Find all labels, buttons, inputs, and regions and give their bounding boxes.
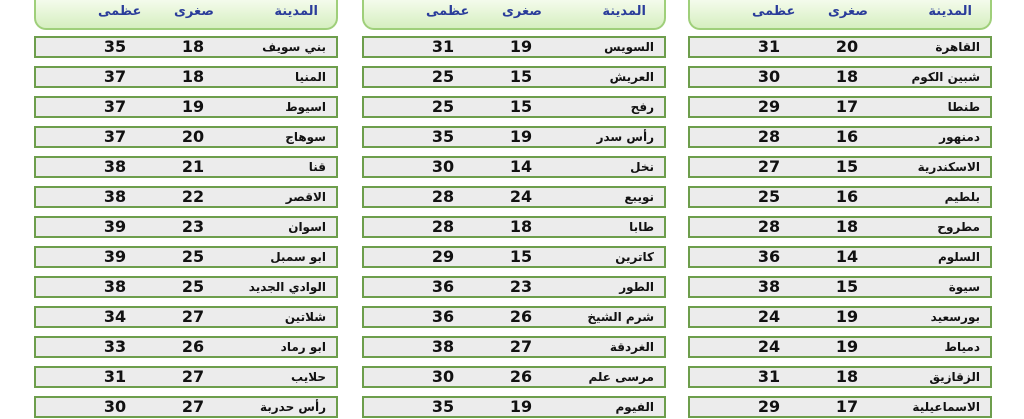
max-temp: 38 <box>103 187 127 206</box>
weather-table-middle <box>362 0 666 416</box>
min-temp: 16 <box>835 187 859 206</box>
city-name: شلاتين <box>284 310 326 324</box>
table-row <box>362 246 666 268</box>
table-row <box>688 396 992 418</box>
header-min-label: صغرى <box>502 4 542 19</box>
min-temp: 14 <box>509 157 533 176</box>
header-city-label: المدينة <box>274 4 318 19</box>
city-name: اسيوط <box>285 100 326 114</box>
city-name: الاسكندرية <box>917 160 980 174</box>
min-temp: 18 <box>181 67 205 86</box>
city-name: الفيوم <box>615 400 654 414</box>
max-temp: 28 <box>757 217 781 236</box>
min-temp: 18 <box>835 367 859 386</box>
city-name: السويس <box>604 40 654 54</box>
city-name: طنطا <box>947 100 980 114</box>
city-name: ابو سمبل <box>270 250 326 264</box>
table-row <box>362 96 666 118</box>
max-temp: 35 <box>431 397 455 416</box>
min-temp: 26 <box>509 367 533 386</box>
table-row <box>34 216 338 238</box>
min-temp: 23 <box>509 277 533 296</box>
city-name: القاهرة <box>935 40 980 54</box>
min-temp: 26 <box>509 307 533 326</box>
weather-table-left <box>34 0 338 416</box>
table-row <box>362 306 666 328</box>
table-row <box>362 186 666 208</box>
max-temp: 39 <box>103 217 127 236</box>
table-row <box>688 336 992 358</box>
city-name: نويبع <box>624 190 654 204</box>
max-temp: 24 <box>757 307 781 326</box>
table-row <box>34 276 338 298</box>
min-temp: 18 <box>509 217 533 236</box>
min-temp: 15 <box>509 67 533 86</box>
table-row <box>34 96 338 118</box>
max-temp: 28 <box>431 217 455 236</box>
max-temp: 27 <box>757 157 781 176</box>
max-temp: 31 <box>103 367 127 386</box>
header-max-label: عظمى <box>98 4 142 19</box>
max-temp: 38 <box>103 277 127 296</box>
city-name: الغردقة <box>609 340 654 354</box>
max-temp: 35 <box>431 127 455 146</box>
city-name: حلايب <box>291 370 326 384</box>
table-header <box>34 0 338 30</box>
min-temp: 22 <box>181 187 205 206</box>
table-row <box>362 36 666 58</box>
table-row <box>34 36 338 58</box>
min-temp: 21 <box>181 157 205 176</box>
max-temp: 37 <box>103 67 127 86</box>
max-temp: 30 <box>431 367 455 386</box>
city-name: نخل <box>630 160 654 174</box>
max-temp: 28 <box>431 187 455 206</box>
table-row <box>362 66 666 88</box>
city-name: دمنهور <box>939 130 980 144</box>
city-name: مرسى علم <box>588 370 654 384</box>
min-temp: 19 <box>509 127 533 146</box>
city-name: شبين الكوم <box>911 70 980 84</box>
city-name: اسوان <box>288 220 326 234</box>
min-temp: 18 <box>181 37 205 56</box>
table-header <box>362 0 666 30</box>
table-row <box>362 366 666 388</box>
city-name: رأس حدربة <box>259 400 326 414</box>
city-name: الزقازيق <box>929 370 980 384</box>
max-temp: 39 <box>103 247 127 266</box>
city-name: شرم الشيخ <box>587 310 654 324</box>
min-temp: 24 <box>509 187 533 206</box>
city-name: رأس سدر <box>596 130 654 144</box>
table-header <box>688 0 992 30</box>
max-temp: 25 <box>757 187 781 206</box>
min-temp: 14 <box>835 247 859 266</box>
max-temp: 29 <box>431 247 455 266</box>
table-row <box>34 126 338 148</box>
min-temp: 18 <box>835 67 859 86</box>
min-temp: 15 <box>835 277 859 296</box>
header-max-label: عظمى <box>752 4 796 19</box>
min-temp: 19 <box>509 37 533 56</box>
max-temp: 38 <box>757 277 781 296</box>
city-name: ابو رماد <box>280 340 326 354</box>
max-temp: 25 <box>431 67 455 86</box>
table-row <box>34 246 338 268</box>
max-temp: 38 <box>103 157 127 176</box>
table-row <box>688 186 992 208</box>
city-name: سوهاج <box>285 130 326 144</box>
min-temp: 20 <box>835 37 859 56</box>
table-row <box>362 336 666 358</box>
city-name: مطروح <box>937 220 980 234</box>
table-row <box>688 66 992 88</box>
city-name: طابا <box>629 220 654 234</box>
city-name: رفح <box>630 100 654 114</box>
max-temp: 37 <box>103 127 127 146</box>
table-row <box>362 276 666 298</box>
table-row <box>34 186 338 208</box>
min-temp: 17 <box>835 97 859 116</box>
min-temp: 27 <box>181 307 205 326</box>
table-row <box>688 36 992 58</box>
table-row <box>688 216 992 238</box>
weather-table-right <box>688 0 992 416</box>
header-max-label: عظمى <box>426 4 470 19</box>
table-row <box>34 156 338 178</box>
city-name: الوادي الجديد <box>248 280 326 294</box>
table-row <box>34 306 338 328</box>
min-temp: 19 <box>835 337 859 356</box>
city-name: العريش <box>609 70 654 84</box>
max-temp: 29 <box>757 97 781 116</box>
min-temp: 15 <box>509 247 533 266</box>
table-row <box>688 96 992 118</box>
max-temp: 36 <box>431 277 455 296</box>
table-row <box>362 126 666 148</box>
max-temp: 25 <box>431 97 455 116</box>
table-row <box>362 216 666 238</box>
max-temp: 31 <box>757 367 781 386</box>
city-name: الاسماعيلية <box>912 400 980 414</box>
min-temp: 17 <box>835 397 859 416</box>
table-row <box>688 276 992 298</box>
header-city-label: المدينة <box>928 4 972 19</box>
min-temp: 19 <box>181 97 205 116</box>
min-temp: 15 <box>509 97 533 116</box>
table-row <box>34 336 338 358</box>
max-temp: 36 <box>757 247 781 266</box>
max-temp: 33 <box>103 337 127 356</box>
min-temp: 25 <box>181 247 205 266</box>
max-temp: 31 <box>757 37 781 56</box>
max-temp: 35 <box>103 37 127 56</box>
city-name: قنا <box>308 160 326 174</box>
max-temp: 37 <box>103 97 127 116</box>
table-row <box>34 66 338 88</box>
max-temp: 28 <box>757 127 781 146</box>
min-temp: 23 <box>181 217 205 236</box>
table-row <box>34 366 338 388</box>
city-name: المنيا <box>295 70 326 84</box>
header-city-label: المدينة <box>602 4 646 19</box>
max-temp: 30 <box>757 67 781 86</box>
header-min-label: صغرى <box>174 4 214 19</box>
table-row <box>362 156 666 178</box>
max-temp: 36 <box>431 307 455 326</box>
min-temp: 27 <box>181 367 205 386</box>
table-row <box>688 246 992 268</box>
table-row <box>362 396 666 418</box>
min-temp: 27 <box>509 337 533 356</box>
max-temp: 30 <box>103 397 127 416</box>
table-row <box>688 366 992 388</box>
min-temp: 16 <box>835 127 859 146</box>
max-temp: 34 <box>103 307 127 326</box>
header-min-label: صغرى <box>828 4 868 19</box>
min-temp: 18 <box>835 217 859 236</box>
min-temp: 25 <box>181 277 205 296</box>
max-temp: 38 <box>431 337 455 356</box>
max-temp: 31 <box>431 37 455 56</box>
city-name: سيوة <box>948 280 980 294</box>
max-temp: 30 <box>431 157 455 176</box>
city-name: دمياط <box>944 340 980 354</box>
city-name: السلوم <box>937 250 980 264</box>
city-name: الطور <box>619 280 654 294</box>
city-name: الاقصر <box>285 190 326 204</box>
min-temp: 19 <box>835 307 859 326</box>
table-row <box>34 396 338 418</box>
min-temp: 26 <box>181 337 205 356</box>
min-temp: 27 <box>181 397 205 416</box>
max-temp: 24 <box>757 337 781 356</box>
table-row <box>688 126 992 148</box>
table-row <box>688 156 992 178</box>
city-name: بلطيم <box>944 190 980 204</box>
max-temp: 29 <box>757 397 781 416</box>
min-temp: 19 <box>509 397 533 416</box>
city-name: كاترين <box>615 250 654 264</box>
min-temp: 20 <box>181 127 205 146</box>
city-name: بورسعيد <box>930 310 980 324</box>
min-temp: 15 <box>835 157 859 176</box>
table-row <box>688 306 992 328</box>
city-name: بني سويف <box>262 40 326 54</box>
